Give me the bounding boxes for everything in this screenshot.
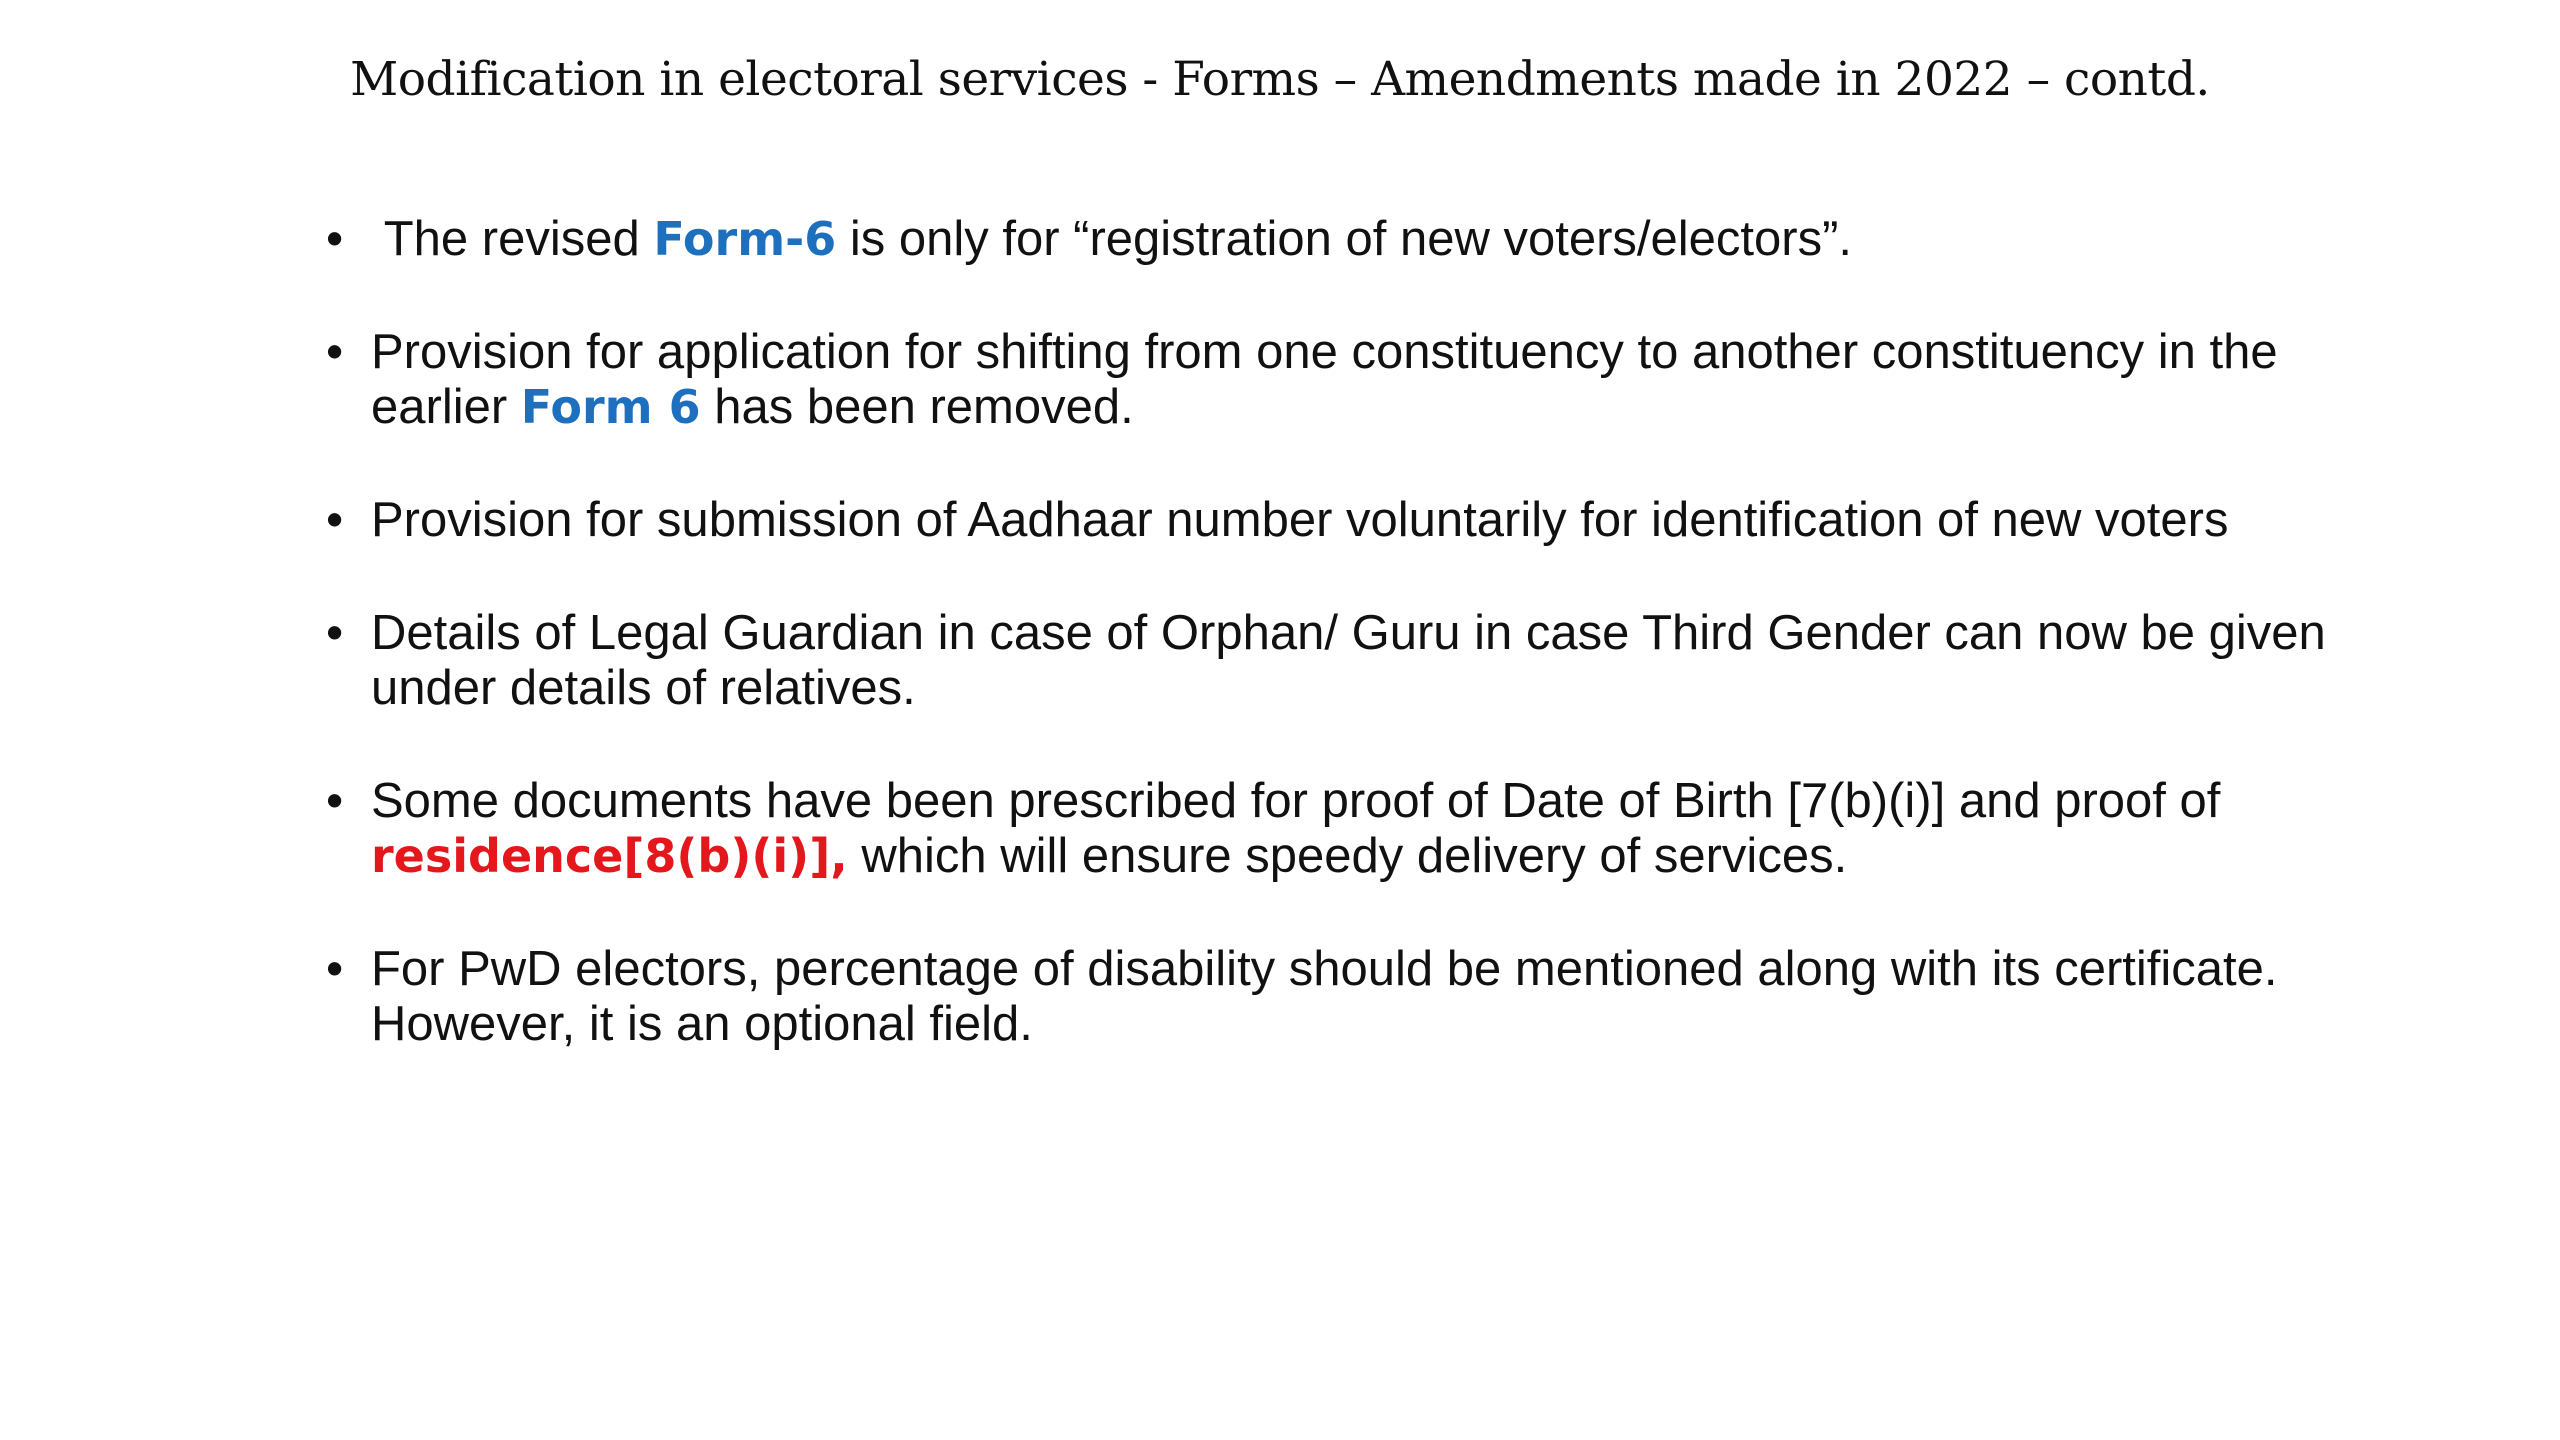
highlight-form6: Form-6 — [653, 212, 837, 266]
bullet-text: For PwD electors, percentage of disability should be mentioned along with its certificate. However, it is an optional field. — [371, 942, 2278, 1051]
highlight-form6: Form 6 — [520, 380, 701, 434]
bullet-text-after: has been removed. — [700, 380, 1134, 434]
bullet-item-shifting-removed — [326, 325, 2406, 435]
bullet-item-legal-guardian — [326, 606, 2406, 716]
bullet-text: Provision for submission of Aadhaar number voluntarily for identification of new voters — [371, 493, 2229, 547]
bullet-item-documents — [326, 774, 2406, 884]
bullet-text-before: Provision for application for shifting from one constituency to another constituency in the earlier — [371, 325, 2278, 434]
bullet-text-before: Some documents have been prescribed for proof of Date of Birth [7(b)(i)] and proof of — [371, 774, 2221, 828]
bullet-text-before: The revised — [371, 212, 654, 266]
bullet-item-aadhaar — [326, 493, 2406, 548]
slide-title: Modification in electoral services - Forms – Amendments made in 2022 – contd. — [350, 52, 2210, 107]
bullet-text-after: which will ensure speedy delivery of services. — [847, 829, 1848, 883]
bullet-marker: • — [326, 942, 344, 996]
bullet-marker: • — [326, 774, 344, 828]
bullet-text: Details of Legal Guardian in case of Orphan/ Guru in case Third Gender can now be given under details of relatives. — [371, 606, 2326, 715]
bullet-marker: • — [326, 493, 344, 547]
bullet-marker: • — [326, 325, 344, 379]
bullet-item-form6-revised — [326, 212, 2406, 267]
bullet-list — [326, 212, 2406, 1110]
highlight-residence: residence[8(b)(i)], — [371, 829, 848, 883]
bullet-marker: • — [326, 212, 344, 266]
bullet-item-pwd — [326, 942, 2406, 1052]
bullet-marker: • — [326, 606, 344, 660]
bullet-text-after: is only for “registration of new voters/electors”. — [836, 212, 1853, 266]
